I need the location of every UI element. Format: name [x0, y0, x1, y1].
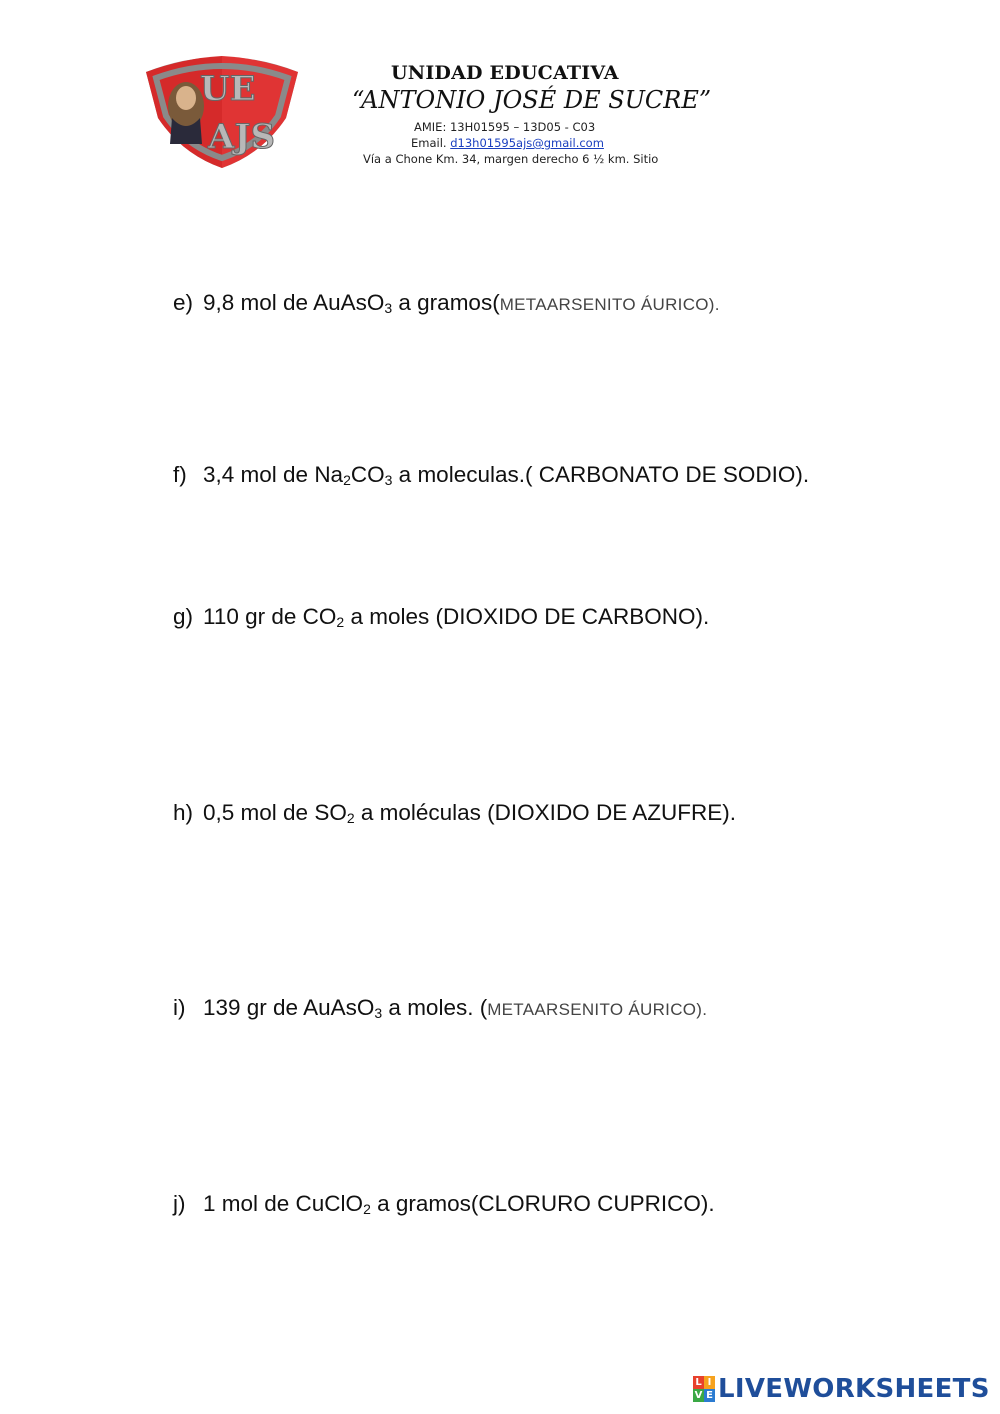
brand-letter-l: L — [693, 1376, 704, 1389]
exercise-text: a gramos(CLORURO CUPRICO). — [370, 1191, 715, 1216]
email-label: Email. — [411, 136, 451, 150]
brand-letter-i: I — [704, 1376, 715, 1389]
brand-letter-e: E — [704, 1389, 715, 1402]
exercise-letter: e) — [173, 290, 194, 315]
exercise-text: a moles (DIOXIDO DE CARBONO). — [344, 604, 710, 629]
brand-wordmark: LIVEWORKSHEETS — [718, 1374, 990, 1404]
exercise-letter: h) — [173, 800, 194, 825]
svg-text:UE: UE — [200, 69, 256, 109]
exercise-letter: g) — [173, 604, 194, 629]
school-type-title: UNIDAD EDUCATIVA — [391, 62, 619, 84]
email-line — [411, 136, 604, 150]
subscript: 2 — [343, 472, 351, 488]
exercise-text: 3,4 mol de Na — [203, 462, 344, 487]
svg-text:AJS: AJS — [208, 117, 276, 157]
exercise-text: CO — [350, 462, 385, 487]
exercise-h — [173, 800, 736, 826]
exercise-text: a moleculas.( CARBONATO DE SODIO). — [392, 462, 810, 487]
subscript: 3 — [384, 472, 393, 488]
subscript: 3 — [384, 300, 393, 316]
exercise-g — [173, 604, 709, 630]
exercise-text: a gramos( — [392, 290, 500, 315]
exercise-letter: i) — [173, 995, 186, 1020]
exercise-text: 110 gr de CO — [203, 604, 337, 629]
email-link[interactable]: d13h01595ajs@gmail.com — [450, 136, 604, 150]
compound-name: METAARSENITO ÁURICO). — [499, 295, 720, 314]
exercise-text: 9,8 mol de AuAsO — [203, 290, 385, 315]
liveworksheets-brand[interactable] — [693, 1374, 990, 1404]
exercise-i — [173, 995, 707, 1021]
exercise-letter: f) — [173, 462, 187, 487]
exercise-text: 0,5 mol de SO — [203, 800, 347, 825]
subscript: 3 — [374, 1005, 383, 1021]
compound-name: METAARSENITO ÁURICO). — [487, 1000, 708, 1019]
exercise-e — [173, 290, 720, 316]
liveworksheets-logo-icon — [693, 1376, 715, 1402]
exercise-text: 139 gr de AuAsO — [203, 995, 375, 1020]
amie-code: AMIE: 13H01595 – 13D05 - C03 — [414, 120, 596, 134]
subscript: 2 — [363, 1201, 371, 1217]
subscript: 2 — [336, 614, 345, 630]
school-address: Vía a Chone Km. 34, margen derecho 6 ½ km. Sitio — [363, 152, 659, 166]
exercise-j — [173, 1191, 715, 1217]
school-logo — [142, 48, 302, 170]
brand-letter-v: V — [694, 1390, 703, 1401]
school-name: “ANTONIO JOSÉ DE SUCRE” — [352, 86, 712, 114]
exercise-text: a moles. ( — [382, 995, 488, 1020]
exercise-letter: j) — [173, 1191, 186, 1216]
exercise-text: 1 mol de CuClO — [203, 1191, 364, 1216]
exercise-text: a moléculas (DIOXIDO DE AZUFRE). — [354, 800, 736, 825]
exercise-f — [173, 462, 809, 488]
subscript: 2 — [346, 810, 355, 826]
